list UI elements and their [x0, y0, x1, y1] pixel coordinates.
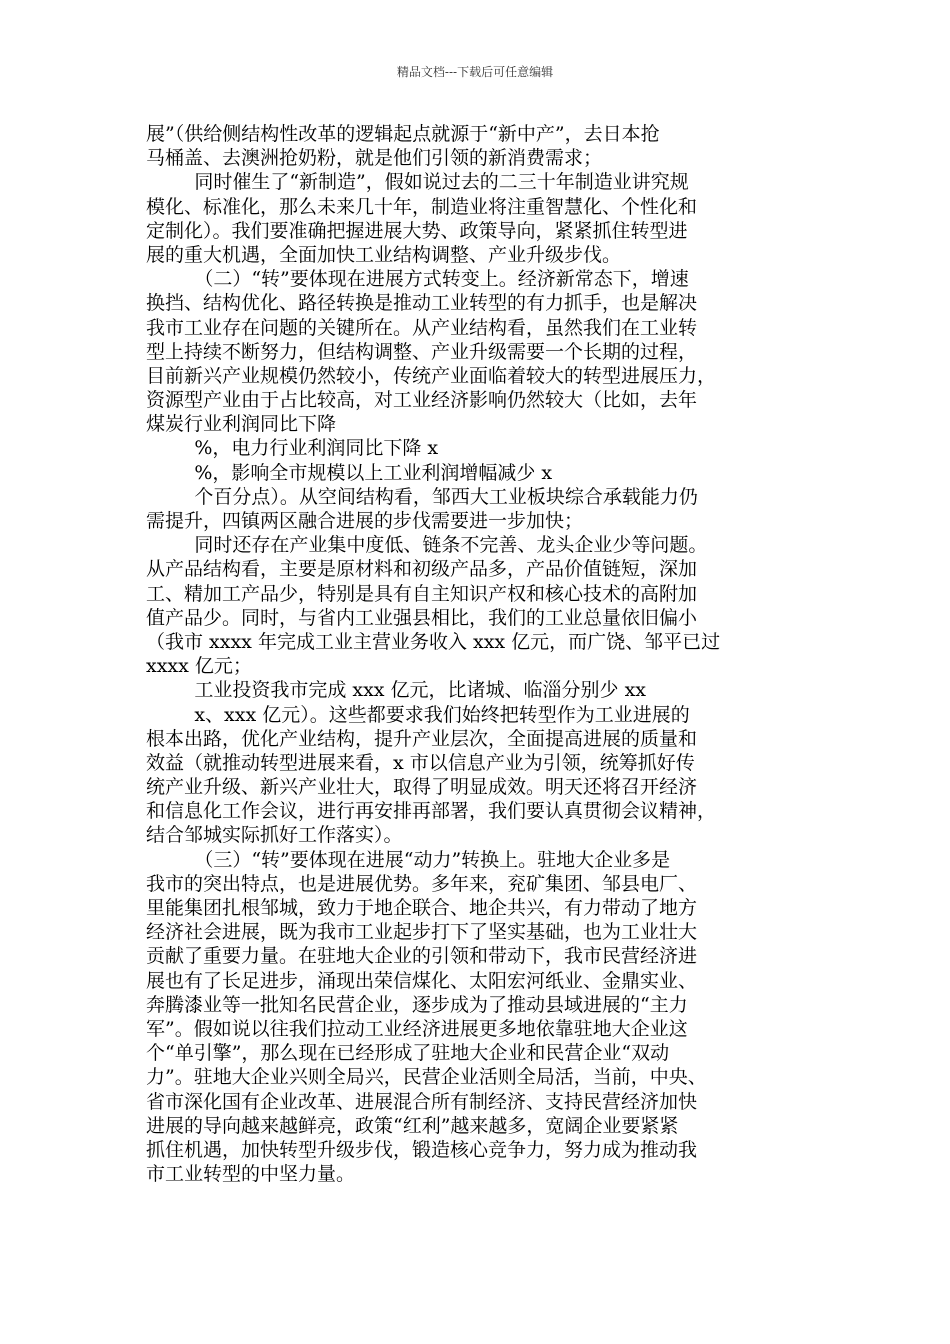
text-line: 统产业升级、新兴产业壮大，取得了明显成效。明天还将召开经济: [146, 776, 698, 799]
text-line: 资源型产业由于占比较高，对工业经济影响仍然较大（比如，去年: [146, 389, 698, 412]
text-line: （二）“转”要体现在进展方式转变上。经济新常态下，增速: [146, 268, 689, 291]
text-line: 里能集团扎根邹城，致力于地企联合、地企共兴，有力带动了地方: [146, 897, 698, 919]
text-line: 军”。假如说以往我们拉动工业经济进展更多地依靠驻地大企业这: [146, 1017, 688, 1040]
text-line: 省市深化国有企业改革、进展混合所有制经济、支持民营经济加快: [146, 1090, 698, 1113]
text-line: 展的重大机遇，全面加快工业结构调整、产业升级步伐。: [146, 243, 622, 266]
text-line: 工、精加工产品少，特别是具有自主知识产权和核心技术的高附加: [146, 582, 698, 605]
text-line: 市工业转型的中坚力量。: [146, 1163, 356, 1186]
text-line: x、xxx 亿元）。这些都要求我们始终把转型作为工业进展的: [146, 703, 690, 726]
text-line: 奔腾漆业等一批知名民营企业，逐步成为了推动县域进展的“主力: [146, 993, 688, 1016]
text-line: 我市工业存在问题的关键所在。从产业结构看，虽然我们在工业转: [146, 316, 698, 339]
text-line: 展也有了长足进步，涌现出荣信煤化、太阳宏河纸业、金鼎实业、: [146, 969, 698, 992]
text-line: （我市 xxxx 年完成工业主营业务收入 xxx 亿元，而广饶、邹平已过: [146, 630, 721, 653]
text-line: 煤炭行业利润同比下降: [146, 413, 337, 436]
text-line: 力”。驻地大企业兴则全局兴，民营企业活则全局活，当前，中央、: [146, 1066, 707, 1089]
text-line: 展”（供给侧结构性改革的逻辑起点就源于“新中产”，去日本抢: [146, 123, 660, 145]
page-header: 精品文档---下载后可任意编辑: [396, 65, 554, 79]
text-line: 个“单引擎”，那么现在已经形成了驻地大企业和民营企业“双动: [146, 1042, 670, 1065]
text-line: %，电力行业利润同比下降 x: [146, 437, 439, 460]
text-line: 抓住机遇，加快转型升级步伐，锻造核心竞争力，努力成为推动我: [146, 1138, 698, 1161]
text-line: （三）“转”要体现在进展“动力”转换上。驻地大企业多是: [146, 848, 671, 871]
text-line: 定制化）。我们要准确把握进展大势、政策导向，紧紧抓住转型进: [146, 219, 688, 242]
text-line: 从产品结构看，主要是原材料和初级产品多，产品价值链短，深加: [146, 558, 698, 581]
text-line: 结合邹城实际抓好工作落实）。: [146, 824, 403, 847]
text-line: 工业投资我市完成 xxx 亿元，比诸城、临淄分别少 xx: [146, 679, 647, 702]
text-line: 效益（就推动转型进展来看，x 市以信息产业为引领，统筹抓好传: [146, 751, 695, 774]
text-line: 个百分点）。从空间结构看，邹西大工业板块综合承载能力仍: [146, 485, 698, 508]
text-line: 根本出路，优化产业结构，提升产业层次，全面提高进展的质量和: [146, 727, 698, 750]
document-body: [146, 122, 814, 1186]
text-line: 经济社会进展，既为我市工业起步打下了坚实基础，也为工业壮大: [146, 921, 698, 944]
text-line: 需提升，四镇两区融合进展的步伐需要进一步加快；: [146, 510, 584, 532]
text-line: 我市的突出特点，也是进展优势。多年来，兖矿集团、邹县电厂、: [146, 872, 698, 895]
text-line: 换挡、结构优化、路径转换是推动工业转型的有力抓手，也是解决: [146, 292, 698, 315]
text-line: 同时催生了“新制造”，假如说过去的二三十年制造业讲究规: [146, 171, 689, 194]
text-line: xxxx 亿元；: [146, 655, 252, 678]
text-line: 型上持续不断努力，但结构调整、产业升级需要一个长期的过程，: [146, 340, 698, 363]
text-line: %，影响全市规模以上工业利润增幅减少 x: [146, 461, 553, 484]
text-line: 进展的导向越来越鲜亮，政策“红利”越来越多，宽阔企业要紧紧: [146, 1114, 679, 1137]
text-line: 同时还存在产业集中度低、链条不完善、龙头企业少等问题。: [146, 534, 708, 557]
text-line: 和信息化工作会议，进行再安排再部署，我们要认真贯彻会议精神，: [146, 800, 717, 823]
text-line: 目前新兴产业规模仍然较小，传统产业面临着较大的转型进展压力，: [146, 364, 717, 387]
text-line: 模化、标准化，那么未来几十年，制造业将注重智慧化、个性化和: [146, 195, 698, 218]
text-line: 马桶盖、去澳洲抢奶粉，就是他们引领的新消费需求；: [146, 147, 603, 170]
text-line: 值产品少。同时，与省内工业强县相比，我们的工业总量依旧偏小: [146, 606, 698, 629]
text-line: 贡献了重要力量。在驻地大企业的引领和带动下，我市民营经济进: [146, 945, 698, 968]
